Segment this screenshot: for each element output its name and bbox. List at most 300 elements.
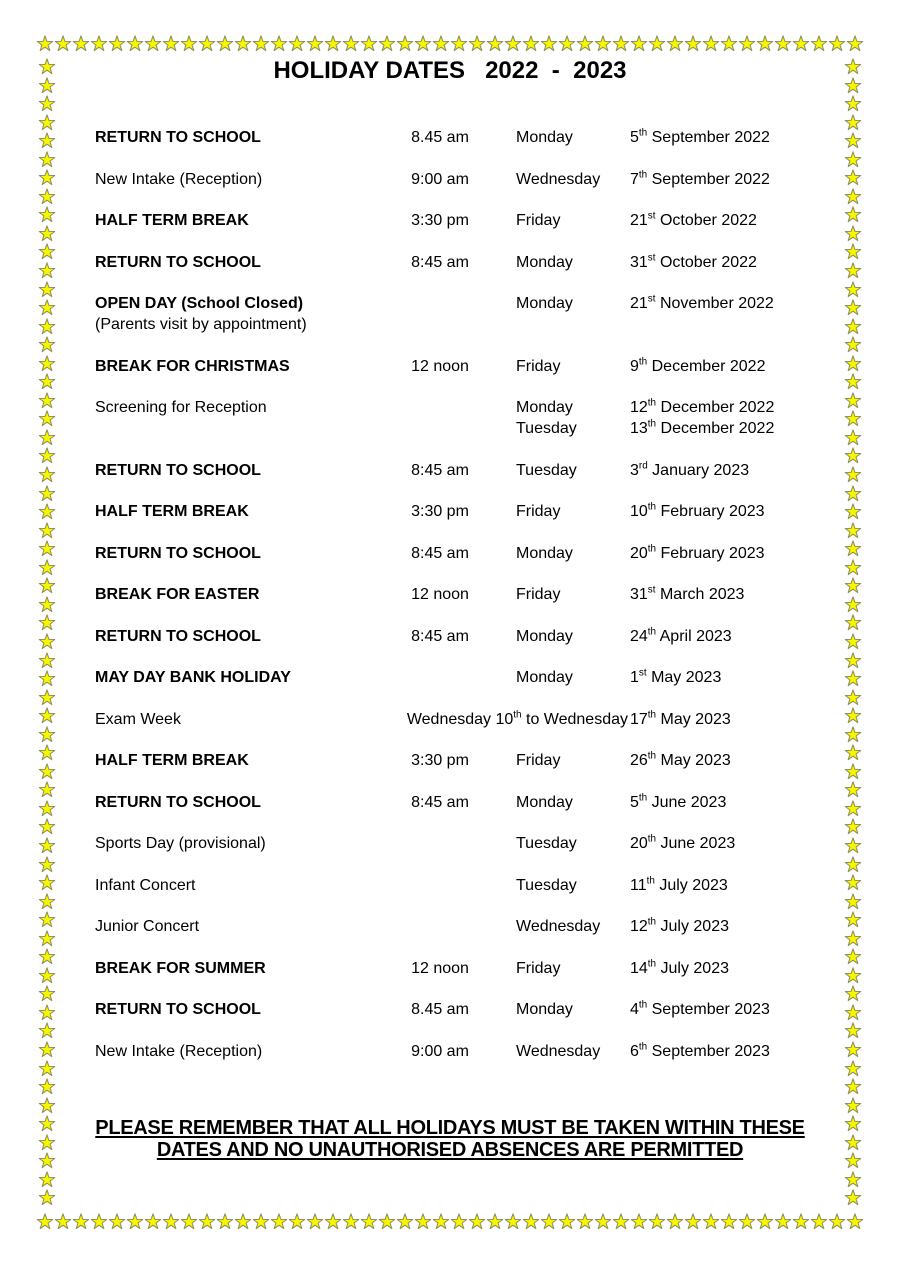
star-icon: [38, 151, 56, 169]
event-day: [510, 626, 630, 647]
star-icon: [324, 1213, 342, 1231]
star-icon: [844, 132, 862, 150]
star-icon: [844, 800, 862, 818]
star-icon: [144, 1213, 162, 1231]
event-time: 8:45 am: [411, 253, 469, 271]
star-icon: [38, 373, 56, 391]
event-day: [510, 792, 630, 813]
event-date: [630, 709, 807, 730]
star-icon: [844, 893, 862, 911]
star-icon: [844, 559, 862, 577]
event-day-line: Monday: [516, 627, 573, 645]
star-icon: [844, 726, 862, 744]
star-icon: [54, 1213, 72, 1231]
star-icon: [38, 1078, 56, 1096]
event-label: Sports Day (provisional): [95, 835, 266, 852]
star-icon: [844, 206, 862, 224]
event-date: [630, 1041, 807, 1062]
star-icon: [38, 577, 56, 595]
schedule-row: [95, 1041, 807, 1062]
page-title: HOLIDAY DATES 2022 - 2023: [273, 57, 627, 84]
star-icon: [38, 188, 56, 206]
event-label: BREAK FOR CHRISTMAS: [95, 357, 290, 375]
event-sublabel: (Parents visit by appointment): [95, 316, 307, 333]
star-icon: [216, 35, 234, 53]
star-icon: [38, 781, 56, 799]
star-icon: [342, 35, 360, 53]
event-day-line: Monday: [516, 129, 573, 146]
event-day: [510, 460, 630, 481]
star-icon: [540, 1213, 558, 1231]
event-date: [630, 875, 807, 896]
star-icon: [738, 35, 756, 53]
star-icon: [198, 35, 216, 53]
star-icon: [38, 429, 56, 447]
star-icon: [648, 1213, 666, 1231]
event-time: 9:00 am: [411, 170, 469, 188]
event-label: RETURN TO SCHOOL: [95, 129, 261, 146]
event-day: [510, 293, 630, 335]
star-icon: [844, 262, 862, 280]
star-icon: [774, 35, 792, 53]
event-day-line: Monday: [516, 1001, 573, 1018]
event-date-line: 20th June 2023: [630, 833, 736, 852]
star-icon: [270, 35, 288, 53]
event-time: [370, 875, 510, 896]
event-label: RETURN TO SCHOOL: [95, 627, 261, 645]
star-icon: [180, 35, 198, 53]
event-date-line: 14th July 2023: [630, 958, 729, 977]
star-icon: [844, 1060, 862, 1078]
star-icon: [38, 559, 56, 577]
star-icon: [844, 485, 862, 503]
event-time: [370, 397, 510, 439]
event-date: [630, 127, 807, 148]
star-icon: [324, 35, 342, 53]
star-icon: [38, 985, 56, 1003]
event-time: 8.45 am: [411, 129, 469, 146]
event-label: OPEN DAY (School Closed) (Parents visit by appointment): [95, 293, 370, 335]
event-date-line: 5th September 2022: [630, 127, 770, 146]
event-date-line: 12th July 2023: [630, 916, 729, 935]
star-icon: [844, 169, 862, 187]
star-icon: [414, 35, 432, 53]
event-date: [630, 667, 807, 688]
event-date: [630, 252, 807, 273]
event-day: [510, 833, 630, 854]
event-date-line: 3rd January 2023: [630, 460, 750, 479]
event-day: [510, 252, 630, 273]
star-icon: [38, 874, 56, 892]
star-icon: [844, 447, 862, 465]
star-icon: [38, 243, 56, 261]
star-icon: [702, 35, 720, 53]
star-icon: [684, 1213, 702, 1231]
star-icon: [38, 410, 56, 428]
schedule-row: [95, 750, 807, 771]
schedule-row: [95, 709, 807, 730]
event-day: [510, 127, 630, 148]
event-time: 3:30 pm: [411, 212, 469, 229]
event-time: 8:45 am: [411, 544, 469, 562]
event-time: 12 noon: [411, 586, 469, 603]
event-date: [630, 293, 807, 335]
star-icon: [126, 35, 144, 53]
event-label: HALF TERM BREAK: [95, 503, 249, 520]
star-icon: [38, 355, 56, 373]
event-day-line: Wednesday: [516, 1042, 601, 1060]
event-day: [510, 584, 630, 605]
event-label: Exam Week: [95, 710, 181, 728]
star-icon: [162, 1213, 180, 1231]
star-icon: [450, 35, 468, 53]
event-time: 8:45 am: [411, 627, 469, 645]
event-day: [510, 356, 630, 377]
star-icon: [252, 1213, 270, 1231]
star-icon: [844, 856, 862, 874]
star-icon: [38, 614, 56, 632]
star-icon: [630, 1213, 648, 1231]
event-day-range: Wednesday 10th to Wednesday: [406, 709, 628, 728]
event-day-line: Monday: [516, 544, 573, 562]
event-day-line: Monday: [516, 669, 573, 686]
star-icon: [844, 1171, 862, 1189]
event-date: [630, 916, 807, 937]
star-icon: [432, 1213, 450, 1231]
star-icon: [756, 35, 774, 53]
event-date-line: 11th July 2023: [630, 875, 728, 894]
star-icon: [378, 35, 396, 53]
schedule-row: [95, 792, 807, 813]
star-icon: [38, 707, 56, 725]
star-icon: [38, 281, 56, 299]
star-icon: [844, 318, 862, 336]
schedule-row: [95, 543, 807, 564]
event-time: [370, 833, 510, 854]
event-date-line: 5th June 2023: [630, 792, 727, 811]
schedule-row: [95, 875, 807, 896]
star-icon: [844, 114, 862, 132]
event-day-line: Tuesday: [516, 835, 577, 852]
star-icon: [844, 188, 862, 206]
star-icon: [342, 1213, 360, 1231]
star-icon: [844, 985, 862, 1003]
event-date: [630, 169, 807, 190]
star-icon: [270, 1213, 288, 1231]
event-date: [630, 460, 807, 481]
event-day-line: Monday: [516, 253, 573, 271]
event-day: [510, 916, 630, 937]
star-icon: [360, 35, 378, 53]
star-icon: [38, 670, 56, 688]
star-icon: [38, 800, 56, 818]
event-day: [510, 210, 630, 231]
event-time: [370, 667, 510, 688]
star-icon: [486, 1213, 504, 1231]
star-icon: [576, 1213, 594, 1231]
event-label: HALF TERM BREAK: [95, 212, 249, 229]
star-icon: [844, 633, 862, 651]
schedule-row: [95, 958, 807, 979]
star-icon: [828, 35, 846, 53]
event-day-line: Friday: [516, 357, 561, 375]
event-day: [510, 169, 630, 190]
star-icon: [38, 948, 56, 966]
star-icon: [38, 930, 56, 948]
star-border-bottom: [36, 1213, 864, 1231]
star-icon: [38, 1004, 56, 1022]
event-date: [630, 397, 807, 439]
star-icon: [844, 763, 862, 781]
footer-notice-line2: DATES AND NO UNAUTHORISED ABSENCES ARE PERMITTED: [156, 1139, 744, 1161]
star-icon: [72, 1213, 90, 1231]
star-icon: [844, 355, 862, 373]
star-icon: [844, 466, 862, 484]
schedule-row: [95, 252, 807, 273]
star-icon: [486, 35, 504, 53]
event-day-line: Friday: [516, 586, 561, 603]
event-day-line: Wednesday: [516, 918, 601, 935]
star-icon: [38, 818, 56, 836]
star-icon: [666, 35, 684, 53]
star-icon: [844, 1041, 862, 1059]
star-icon: [38, 763, 56, 781]
star-icon: [648, 35, 666, 53]
star-icon: [38, 837, 56, 855]
event-day: [510, 667, 630, 688]
event-time: 12 noon: [411, 959, 469, 977]
star-icon: [844, 243, 862, 261]
event-label: Infant Concert: [95, 876, 196, 894]
star-icon: [844, 707, 862, 725]
event-day-line: Friday: [516, 503, 561, 520]
star-icon: [38, 114, 56, 132]
star-icon: [38, 744, 56, 762]
star-icon: [38, 893, 56, 911]
star-icon: [396, 35, 414, 53]
event-label: BREAK FOR SUMMER: [95, 959, 266, 977]
star-icon: [720, 1213, 738, 1231]
star-icon: [844, 392, 862, 410]
star-icon: [38, 967, 56, 985]
star-icon: [360, 1213, 378, 1231]
event-day: [510, 501, 630, 522]
event-date-line: 31st March 2023: [630, 584, 745, 603]
star-icon: [468, 35, 486, 53]
event-label: RETURN TO SCHOOL: [95, 461, 261, 479]
schedule-row: [95, 626, 807, 647]
event-date-line: 21st November 2022: [630, 293, 774, 312]
star-icon: [38, 1022, 56, 1040]
star-icon: [396, 1213, 414, 1231]
star-icon: [844, 1004, 862, 1022]
star-icon: [558, 35, 576, 53]
star-icon: [844, 225, 862, 243]
star-icon: [38, 540, 56, 558]
star-icon: [720, 35, 738, 53]
schedule-row: [95, 460, 807, 481]
footer-notice-line1: PLEASE REMEMBER THAT ALL HOLIDAYS MUST BE TAKEN WITHIN THESE: [95, 1117, 805, 1139]
event-label: RETURN TO SCHOOL: [95, 544, 261, 562]
event-date: [630, 750, 807, 771]
event-date-line: 4th September 2023: [630, 999, 770, 1018]
event-day: [510, 875, 630, 896]
star-icon: [38, 132, 56, 150]
schedule-row: [95, 210, 807, 231]
schedule-row: [95, 667, 807, 688]
star-icon: [414, 1213, 432, 1231]
event-day: [510, 543, 630, 564]
event-day: [510, 958, 630, 979]
star-icon: [38, 95, 56, 113]
star-border-top: [36, 35, 864, 53]
star-icon: [504, 1213, 522, 1231]
star-icon: [234, 35, 252, 53]
star-icon: [844, 911, 862, 929]
star-icon: [844, 299, 862, 317]
event-time: [370, 916, 510, 937]
event-date-line: 26th May 2023: [630, 750, 731, 769]
star-icon: [844, 967, 862, 985]
star-icon: [844, 596, 862, 614]
star-icon: [522, 1213, 540, 1231]
event-label: RETURN TO SCHOOL: [95, 793, 261, 811]
event-date: [630, 833, 807, 854]
event-time: 3:30 pm: [411, 752, 469, 769]
star-icon: [36, 35, 54, 53]
event-label: Junior Concert: [95, 918, 200, 935]
star-icon: [38, 169, 56, 187]
event-day-line: Friday: [516, 752, 561, 769]
star-icon: [810, 1213, 828, 1231]
star-icon: [844, 1078, 862, 1096]
star-icon: [844, 577, 862, 595]
star-icon: [828, 1213, 846, 1231]
star-icon: [844, 1189, 862, 1207]
event-time: [370, 293, 510, 335]
event-date: [630, 501, 807, 522]
star-icon: [144, 35, 162, 53]
event-day: [510, 999, 630, 1020]
star-icon: [38, 596, 56, 614]
event-day-line: Monday: [516, 399, 573, 416]
event-label: HALF TERM BREAK: [95, 752, 249, 769]
event-label: MAY DAY BANK HOLIDAY: [95, 669, 291, 686]
star-icon: [844, 614, 862, 632]
event-date: [630, 958, 807, 979]
star-icon: [612, 1213, 630, 1231]
star-icon: [612, 35, 630, 53]
star-icon: [594, 35, 612, 53]
star-icon: [844, 281, 862, 299]
event-time: 8:45 am: [411, 461, 469, 479]
star-icon: [844, 373, 862, 391]
star-icon: [594, 1213, 612, 1231]
star-icon: [504, 35, 522, 53]
schedule-row: [95, 501, 807, 522]
event-date-line: 13th December 2022: [630, 418, 775, 437]
star-icon: [844, 837, 862, 855]
star-icon: [162, 35, 180, 53]
star-icon: [38, 856, 56, 874]
star-icon: [844, 1097, 862, 1115]
star-icon: [108, 35, 126, 53]
schedule-row: [95, 127, 807, 148]
schedule-row: [95, 169, 807, 190]
event-label: RETURN TO SCHOOL: [95, 1001, 261, 1018]
event-time: 8.45 am: [411, 1001, 469, 1018]
star-icon: [38, 318, 56, 336]
star-icon: [38, 522, 56, 540]
event-day-line: Monday: [516, 295, 573, 312]
event-day: [510, 1041, 630, 1062]
star-icon: [216, 1213, 234, 1231]
star-icon: [844, 689, 862, 707]
star-icon: [38, 392, 56, 410]
event-day-line: Tuesday: [516, 420, 577, 437]
star-icon: [38, 1171, 56, 1189]
star-icon: [126, 1213, 144, 1231]
star-icon: [38, 689, 56, 707]
event-time: 9:00 am: [411, 1042, 469, 1060]
event-date-line: 9th December 2022: [630, 356, 766, 375]
star-icon: [38, 299, 56, 317]
star-icon: [844, 95, 862, 113]
star-icon: [844, 670, 862, 688]
event-date-line: 6th September 2023: [630, 1041, 770, 1060]
star-icon: [108, 1213, 126, 1231]
event-day: [510, 750, 630, 771]
event-date-line: 12th December 2022: [630, 397, 775, 416]
event-date-line: 21st October 2022: [630, 210, 757, 229]
event-date-line: 7th September 2022: [630, 169, 770, 188]
star-icon: [38, 336, 56, 354]
star-icon: [810, 35, 828, 53]
event-date: [630, 210, 807, 231]
star-icon: [844, 540, 862, 558]
star-icon: [844, 948, 862, 966]
event-time: 3:30 pm: [411, 503, 469, 520]
star-icon: [844, 874, 862, 892]
schedule-row: [95, 999, 807, 1020]
event-label: Screening for Reception: [95, 399, 267, 416]
star-icon: [180, 1213, 198, 1231]
event-date-line: 10th February 2023: [630, 501, 765, 520]
event-date: [630, 999, 807, 1020]
star-icon: [38, 206, 56, 224]
event-time: 8:45 am: [411, 793, 469, 811]
star-icon: [522, 35, 540, 53]
event-day-line: Friday: [516, 959, 561, 977]
star-icon: [666, 1213, 684, 1231]
star-icon: [38, 447, 56, 465]
star-icon: [684, 35, 702, 53]
event-day-line: Tuesday: [516, 876, 577, 894]
star-icon: [198, 1213, 216, 1231]
event-day-line: Wednesday: [516, 170, 601, 188]
star-icon: [844, 503, 862, 521]
star-icon: [90, 35, 108, 53]
event-date-line: 20th February 2023: [630, 543, 765, 562]
event-day-line: Monday: [516, 793, 573, 811]
star-icon: [844, 429, 862, 447]
schedule-row: [95, 916, 807, 937]
star-icon: [540, 35, 558, 53]
star-icon: [774, 1213, 792, 1231]
star-icon: [792, 35, 810, 53]
event-day-line: Friday: [516, 212, 561, 229]
star-icon: [630, 35, 648, 53]
